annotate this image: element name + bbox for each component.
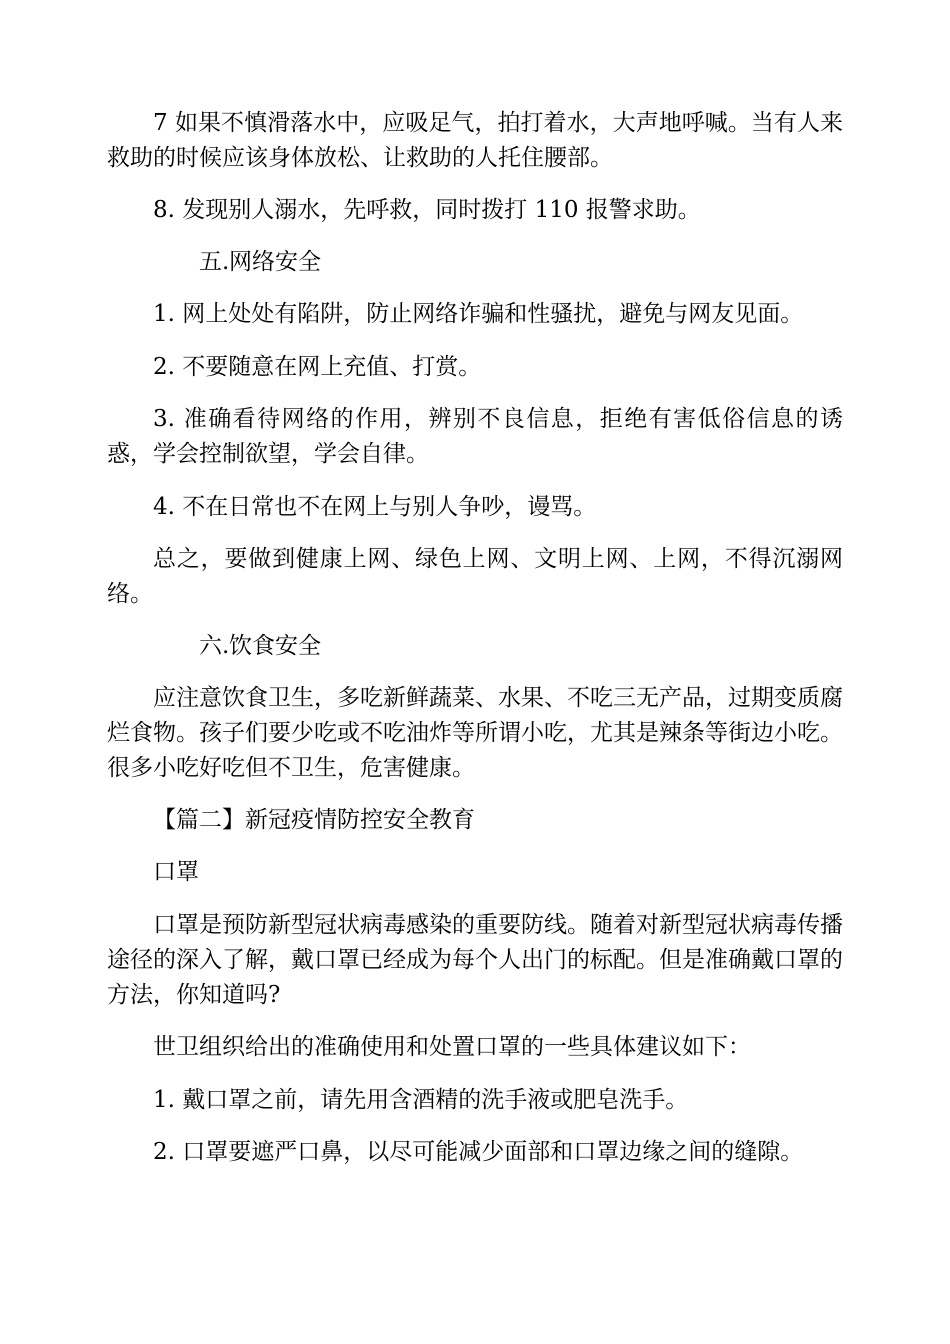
section-number: 五. (199, 249, 230, 275)
paragraph-mask-step-2: 2. 口罩要遮严口鼻，以尽可能减少面部和口罩边缘之间的缝隙。 (153, 1139, 804, 1165)
paragraph-network-4: 4. 不在日常也不在网上与别人争吵，谩骂。 (153, 494, 597, 520)
paragraph-drowning-report: 8. 发现别人溺水，先呼救，同时拨打 110 报警求助。 (153, 197, 701, 223)
paragraph-network-3: 3. 准确看待网络的作用，辨别不良信息，拒绝有害低俗信息的诱惑，学会控制欲望，学会自律。 (107, 406, 843, 467)
section-number: 六. (199, 633, 230, 659)
section-title: 网络安全 (229, 249, 321, 275)
paragraph-food-safety: 应注意饮食卫生，多吃新鲜蔬菜、水果、不吃三无产品，过期变质腐烂食物。孩子们要少吃或不吃油炸等所谓小吃，尤其是辣条等街边小吃。很多小吃好吃但不卫生，危害健康。 (107, 685, 843, 781)
paragraph-mask-intro: 口罩是预防新型冠状病毒感染的重要防线。随着对新型冠状病毒传播途径的深入了解，戴口罩已经成为每个人出门的标配。但是准确戴口罩的方法，你知道吗? (107, 912, 843, 1008)
section-heading-food-safety (107, 629, 843, 664)
paragraph-network-summary: 总之，要做到健康上网、绿色上网、文明上网、上网，不得沉溺网络。 (107, 546, 843, 607)
subheading-mask: 口罩 (153, 859, 199, 885)
chapter-title-part-two: 【篇二】新冠疫情防控安全教育 (153, 807, 475, 833)
paragraph-mask-step-1: 1. 戴口罩之前，请先用含酒精的洗手液或肥皂洗手。 (153, 1087, 689, 1113)
paragraph-network-2: 2. 不要随意在网上充值、打赏。 (153, 354, 482, 380)
paragraph-drowning-self-rescue: 7 如果不慎滑落水中，应吸足气，拍打着水，大声地呼喊。当有人来救助的时候应该身体放松、让救助的人托住腰部。 (107, 110, 843, 171)
paragraph-who-advice: 世卫组织给出的准确使用和处置口罩的一些具体建议如下： (153, 1034, 751, 1060)
paragraph-network-1: 1. 网上处处有陷阱，防止网络诈骗和性骚扰，避免与网友见面。 (153, 301, 804, 327)
section-title: 饮食安全 (229, 633, 321, 659)
section-heading-network-safety (107, 245, 843, 280)
